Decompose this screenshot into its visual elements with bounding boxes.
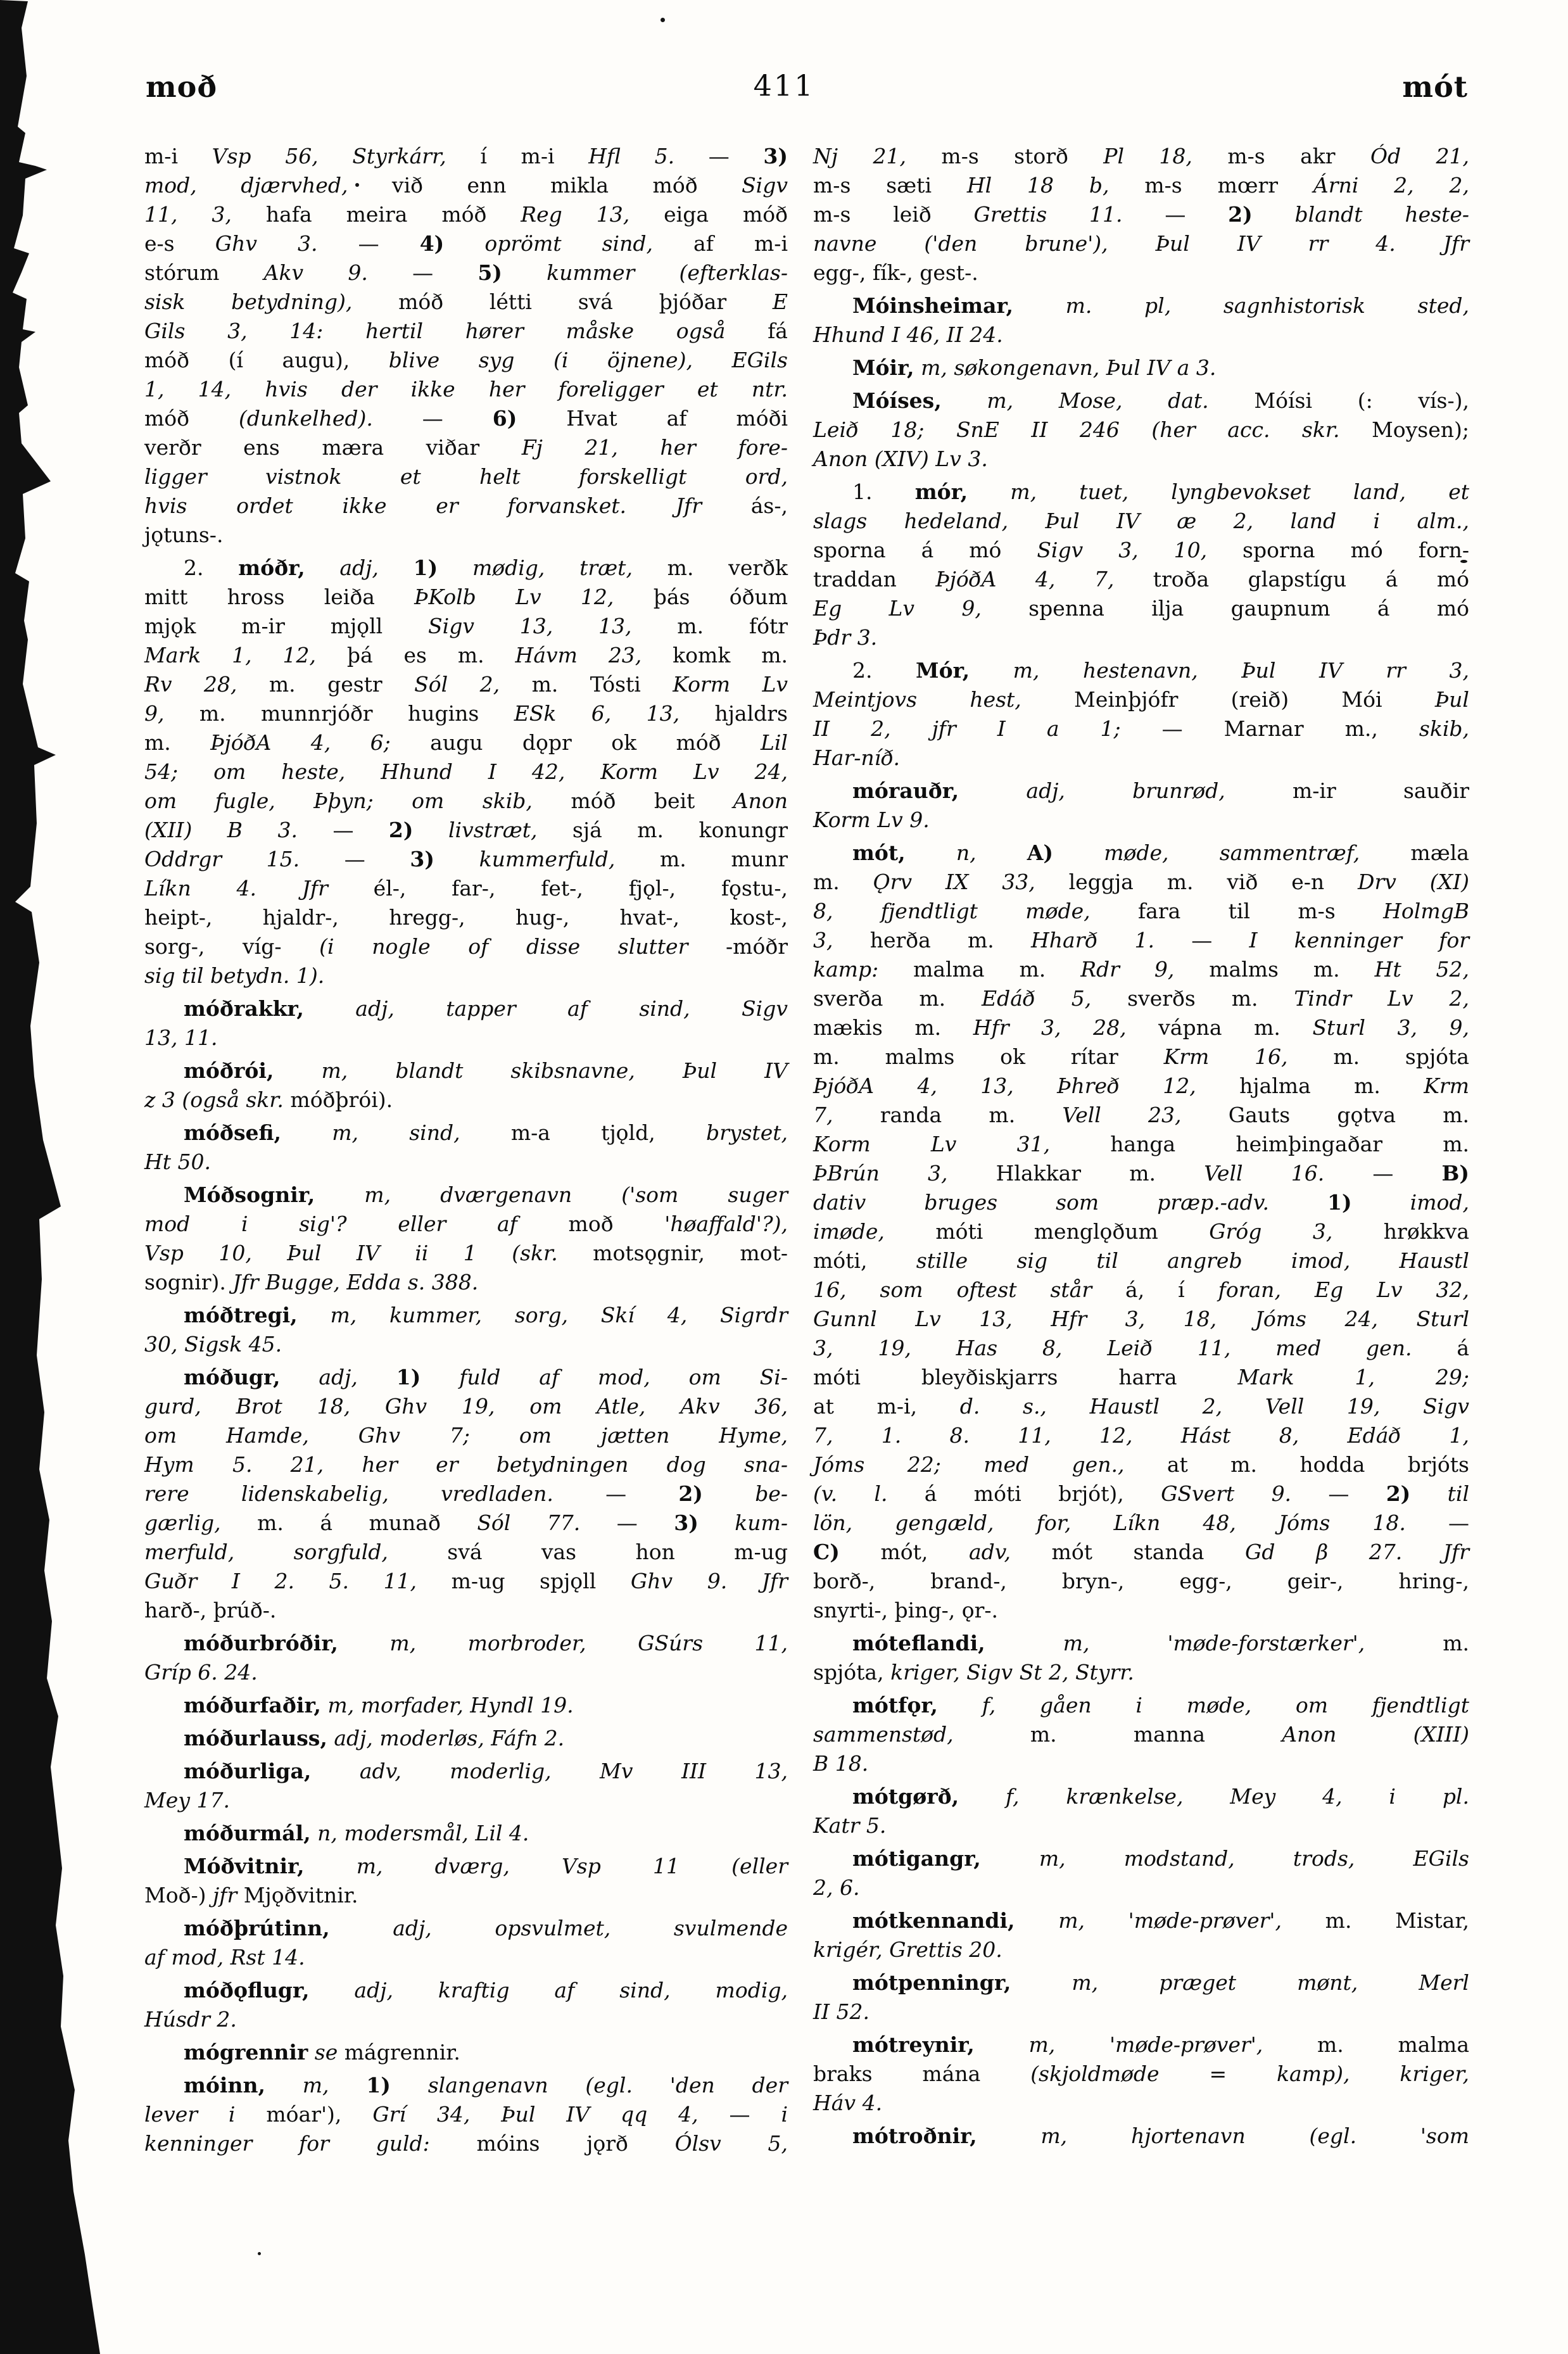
text-line: sig til betydn. 1). (144, 963, 325, 988)
page-number: 411 (753, 68, 815, 103)
text-line: Gunnl Lv 13, Hfr 3, 18, Jóms 24, Sturl (813, 1307, 1469, 1331)
text-line: sverða m. Edáð 5, sverðs m. Tindr Lv 2, (813, 986, 1470, 1011)
text-line: e-s Ghv 3. — 4) oprömt sind, af m-i (144, 231, 788, 256)
text-line: mótfǫr, f, gåen i møde, om fjendtligt (852, 1693, 1469, 1718)
text-line: gærlig, m. á munað Sól 77. — 3) kum- (144, 1510, 788, 1535)
text-line: sisk betydning), móð létti svá þjóðar E (144, 289, 788, 314)
text-line: Guðr I 2. 5. 11, m-ug spjǫll Ghv 9. Jfr (144, 1569, 788, 1593)
text-line: II 2, jfr I a 1; — Marnar m., skib, (813, 716, 1469, 741)
text-line: sognir). Jfr Bugge, Edda s. 388. (144, 1270, 479, 1294)
text-line: móti, stille sig til angreb imod, Haustl (813, 1248, 1469, 1273)
text-line: móðþrútinn, adj, opsvulmet, svulmende (184, 1916, 788, 1940)
text-line: 2. móðr, adj, 1) mødig, træt, m. verðk (184, 555, 788, 580)
text-line: sammenstød, m. manna Anon (XIII) (813, 1722, 1470, 1747)
text-line: móðurbróðir, m, morbroder, GSúrs 11, (184, 1631, 788, 1655)
text-line: mod i sig'? eller af moð 'høaffald'?), (144, 1212, 788, 1236)
text-line: Oddrgr 15. — 3) kummerfuld, m. munr (144, 847, 788, 871)
text-line: stórum Akv 9. — 5) kummer (efterklas- (144, 260, 788, 285)
text-line: Húsdr 2. (144, 2007, 237, 2032)
text-line: móðurliga, adv, moderlig, Mv III 13, (184, 1759, 788, 1783)
text-line: móðurlauss, adj, moderløs, Fáfn 2. (184, 1726, 565, 1750)
text-line: móðrakkr, adj, tapper af sind, Sigv (184, 996, 788, 1021)
text-line: mórauðr, adj, brunrød, m-ir sauðir (852, 778, 1469, 803)
text-line: z 3 (også skr. móðþrói). (144, 1087, 393, 1112)
text-line: 13, 11. (144, 1025, 218, 1050)
text-line: móðtregi, m, kummer, sorg, Skí 4, Sigrdr (184, 1303, 788, 1327)
text-line: mót, n, A) møde, sammentræf, mæla (852, 840, 1469, 865)
text-line: kenninger for guld: móins jǫrð Ólsv 5, (144, 2131, 788, 2156)
text-line: ÞjóðA 4, 13, Þhreð 12, hjalma m. Krm (813, 1073, 1469, 1098)
text-line: navne ('den brune'), Þul IV rr 4. Jfr (813, 231, 1469, 256)
text-line: m. malms ok rítar Krm 16, m. spjóta (813, 1044, 1469, 1069)
text-line: mótigangr, m, modstand, trods, EGils (852, 1846, 1469, 1871)
ink-speck (258, 2252, 261, 2255)
text-line: móti bleyðiskjarrs harra Mark 1, 29; (813, 1365, 1469, 1389)
text-line: m-s leið Grettis 11. — 2) blandt heste- (813, 202, 1470, 227)
text-line: móinn, m, 1) slangenavn (egl. 'den der (184, 2073, 788, 2098)
binding-ink-mark (0, 0, 108, 2354)
text-line: móð (dunkelhed). — 6) Hvat af móði (144, 406, 788, 431)
text-line: II 52. (813, 1999, 870, 2024)
text-line: sorg-, víg- (i nogle of disse slutter -móðr (144, 934, 788, 959)
text-line: mækis m. Hfr 3, 28, vápna m. Sturl 3, 9, (813, 1015, 1470, 1040)
text-line: 1, 14, hvis der ikke her foreligger et ntr. (144, 377, 788, 402)
text-line: slags hedeland, Þul IV æ 2, land i alm., (813, 509, 1469, 533)
text-line: 2, 6. (813, 1875, 860, 1900)
text-line: m. ÞjóðA 4, 6; augu dǫpr ok móð Lil (144, 730, 788, 755)
text-line: (XII) B 3. — 2) livstræt, sjá m. konungr (144, 818, 788, 842)
text-line: 3, herða m. Hharð 1. — I kenninger for (813, 928, 1469, 952)
text-line: Líkn 4. Jfr él-, far-, fet-, fjǫl-, fǫstu-, (144, 876, 788, 901)
text-line: mógrennir se mágrennir. (184, 2040, 460, 2065)
text-line: egg-, fík-, gest-. (813, 260, 978, 285)
text-line: Moð-) jfr Mjǫðvitnir. (144, 1883, 358, 1908)
text-line: Háv 4. (813, 2091, 883, 2115)
text-line: móðugr, adj, 1) fuld af mod, om Si- (184, 1365, 788, 1389)
text-line: Móðvitnir, m, dværg, Vsp 11 (eller (184, 1854, 788, 1878)
text-line: 7, 1. 8. 11, 12, Hást 8, Edáð 1, (813, 1423, 1469, 1448)
text-line: om fugle, Þþyn; om skib, móð beit Anon (144, 788, 788, 813)
text-line: Anon (XIV) Lv 3. (813, 446, 988, 471)
text-line: 9, m. munnrjóðr hugins ESk 6, 13, hjaldrs (144, 701, 788, 726)
text-line: dativ bruges som præp.-adv. 1) imod, (813, 1190, 1469, 1215)
text-line: harð-, þrúð-. (144, 1598, 277, 1623)
ink-speck (661, 18, 665, 22)
text-line: snyrti-, þing-, ǫr-. (813, 1598, 999, 1623)
text-line: móteflandi, m, 'møde-forstærker', m. (852, 1631, 1469, 1655)
text-line: móðrói, m, blandt skibsnavne, Þul IV (184, 1058, 788, 1083)
text-line: om Hamde, Ghv 7; om jætten Hyme, (144, 1423, 788, 1448)
text-line: m-i Vsp 56, Styrkárr, í m-i Hfl 5. — 3) (144, 144, 788, 168)
text-line: rere lidenskabelig, vredladen. — 2) be- (144, 1481, 788, 1506)
text-line: 54; om heste, Hhund I 42, Korm Lv 24, (144, 759, 788, 784)
text-line: 30, Sigsk 45. (144, 1332, 282, 1357)
text-line: 11, 3, hafa meira móð Reg 13, eiga móð (144, 202, 788, 227)
text-line: af mod, Rst 14. (144, 1945, 305, 1970)
text-line: verðr ens mæra viðar Fj 21, her fore- (144, 435, 788, 460)
text-line: Har-níð. (813, 745, 900, 770)
text-line: m-s sæti Hl 18 b, m-s mœrr Árni 2, 2, (813, 173, 1469, 198)
text-line: Ht 50. (144, 1149, 212, 1174)
text-line: mótpenningr, m, præget mønt, Merl (852, 1970, 1469, 1995)
text-line: mótreynir, m, 'møde-prøver', m. malma (852, 2032, 1470, 2057)
text-line: Mark 1, 12, þá es m. Hávm 23, komk m. (144, 643, 788, 668)
text-line: mjǫk m-ir mjǫll Sigv 13, 13, m. fótr (144, 614, 788, 638)
text-line: braks mána (skjoldmøde = kamp), kriger, (813, 2061, 1469, 2086)
text-line: Katr 5. (813, 1813, 887, 1838)
text-line: móðurmál, n, modersmål, Lil 4. (184, 1821, 529, 1845)
text-line: Korm Lv 31, hanga heimþingaðar m. (813, 1132, 1469, 1156)
running-head-right: mót (1402, 70, 1468, 104)
text-line: Móðsognir, m, dværgenavn ('som suger (184, 1182, 788, 1207)
text-line: Jóms 22; med gen., at m. hodda brjóts (813, 1452, 1469, 1477)
text-line: Nj 21, m-s storð Pl 18, m-s akr Ód 21, (813, 144, 1470, 168)
text-line: ÞBrún 3, Hlakkar m. Vell 16. — B) (813, 1161, 1469, 1186)
running-head-left: moð (146, 70, 218, 104)
text-line: heipt-, hjaldr-, hregg-, hug-, hvat-, kost-, (144, 905, 788, 930)
text-line: 8, fjendtligt møde, fara til m-s HolmgB (813, 899, 1469, 923)
text-line: imøde, móti menglǫðum Gróg 3, hrøkkva (813, 1219, 1469, 1244)
text-line: lön, gengæld, for, Líkn 48, Jóms 18. — (813, 1510, 1470, 1535)
text-line: Leið 18; SnE II 246 (her acc. skr. Moysen); (813, 417, 1469, 442)
text-line: B 18. (813, 1751, 869, 1776)
text-line: merfuld, sorgfuld, svá vas hon m-ug (144, 1540, 788, 1564)
text-line: 16, som oftest står á, í foran, Eg Lv 32, (813, 1277, 1470, 1302)
text-line: sporna á mó Sigv 3, 10, sporna mó forn- (813, 538, 1469, 562)
text-line: móð (í augu), blive syg (i öjnene), EGils (144, 348, 788, 372)
text-line: at m-i, d. s., Haustl 2, Vell 19, Sigv (813, 1394, 1469, 1419)
text-line: mótgørð, f, krænkelse, Mey 4, i pl. (852, 1784, 1469, 1809)
text-line: Móíses, m, Mose, dat. Móísi (: vís-), (852, 388, 1469, 413)
text-line: mod, djærvhed, við enn mikla móð Sigv (144, 173, 788, 198)
text-line: Gils 3, 14: hertil hører måske også fá (144, 319, 788, 343)
dictionary-column-left (144, 142, 788, 2158)
text-line: m. Ǫrv IX 33, leggja m. við e-n Drv (XI) (813, 870, 1469, 894)
text-line: Gríp 6. 24. (144, 1660, 258, 1685)
text-line: ligger vistnok et helt forskelligt ord, (144, 464, 788, 489)
text-line: kamp: malma m. Rdr 9, malms m. Ht 52, (813, 957, 1469, 982)
text-line: móðǫflugr, adj, kraftig af sind, modig, (184, 1978, 788, 2003)
text-line: móðsefi, m, sind, m-a tjǫld, brystet, (184, 1120, 788, 1145)
text-line: Móir, m, søkongenavn, Þul IV a 3. (852, 355, 1217, 380)
text-line: hvis ordet ikke er forvansket. Jfr ás-, (144, 493, 788, 518)
text-line: lever i móar'), Grí 34, Þul IV qq 4, — i (144, 2102, 788, 2127)
text-line: Vsp 10, Þul IV ii 1 (skr. motsǫgnir, mot- (144, 1241, 788, 1265)
text-line: jǫtuns-. (144, 522, 224, 547)
text-line: mitt hross leiða ÞKolb Lv 12, þás óðum (144, 585, 788, 609)
text-line: 7, randa m. Vell 23, Gauts gǫtva m. (813, 1103, 1469, 1127)
text-line: 2. Mór, m, hestenavn, Þul IV rr 3, (852, 658, 1469, 683)
dictionary-column-right (813, 142, 1469, 2151)
text-line: (v. l. á móti brjót), GSvert 9. — 2) til (813, 1481, 1469, 1506)
text-line: móðurfaðir, m, morfader, Hyndl 19. (184, 1693, 574, 1718)
text-line: Mey 17. (144, 1788, 230, 1813)
text-line: mótroðnir, m, hjortenavn (egl. 'som (852, 2123, 1470, 2148)
text-line: mótkennandi, m, 'møde-prøver', m. Mistar, (852, 1908, 1469, 1933)
text-line: 3, 19, Has 8, Leið 11, med gen. á (813, 1336, 1469, 1360)
text-line: C) mót, adv, mót standa Gd β 27. Jfr (813, 1540, 1469, 1564)
text-line: Eg Lv 9, spenna ilja gaupnum á mó (813, 596, 1469, 621)
text-line: borð-, brand-, bryn-, egg-, geir-, hring-, (813, 1569, 1469, 1593)
text-line: Móinsheimar, m. pl, sagnhistorisk sted, (852, 293, 1469, 318)
text-line: 1. mór, m, tuet, lyngbevokset land, et (852, 479, 1469, 504)
text-line: Rv 28, m. gestr Sól 2, m. Tósti Korm Lv (144, 672, 788, 697)
text-line: krigér, Grettis 20. (813, 1937, 1002, 1962)
text-line: gurd, Brot 18, Ghv 19, om Atle, Akv 36, (144, 1394, 788, 1419)
text-line: Þdr 3. (813, 625, 878, 650)
text-line: spjóta, kriger, Sigv St 2, Styrr. (813, 1660, 1134, 1685)
text-line: traddan ÞjóðA 4, 7, troða glapstígu á mó (813, 567, 1469, 592)
text-line: Hym 5. 21, her er betydningen dog sna- (144, 1452, 788, 1477)
text-line: Korm Lv 9. (813, 807, 930, 832)
text-line: Meintjovs hest, Meinþjófr (reið) Mói Þul (813, 687, 1469, 712)
text-line: Hhund I 46, II 24. (813, 322, 1003, 347)
